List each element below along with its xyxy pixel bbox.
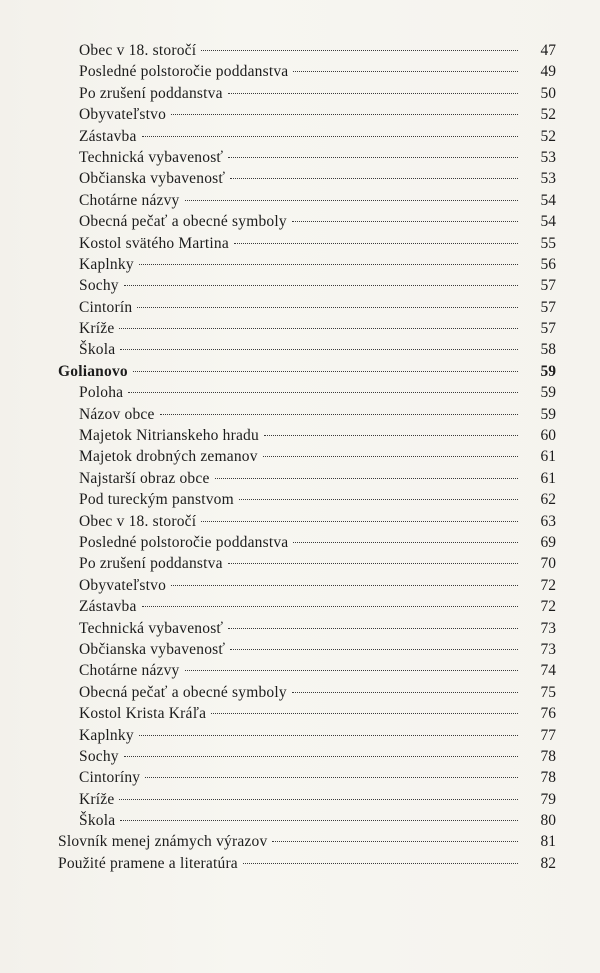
- toc-entry: [58, 767, 558, 788]
- toc-entry: [58, 532, 558, 553]
- toc-entry-title: Obec v 18. storočí: [79, 512, 197, 530]
- dot-leader: [171, 114, 518, 115]
- toc-entry: [58, 725, 558, 746]
- toc-entry: [58, 190, 558, 211]
- toc-entry-page-number: 76: [540, 705, 556, 723]
- toc-entry-page-number: 78: [540, 747, 556, 765]
- toc-entry-page-number: 60: [540, 427, 556, 445]
- toc-entry-page-number: 63: [540, 512, 556, 530]
- dot-leader: [228, 563, 518, 564]
- toc-entry-page-number: 56: [540, 255, 556, 273]
- dot-leader: [201, 50, 518, 51]
- dot-leader: [264, 435, 518, 436]
- dot-leader: [228, 93, 518, 94]
- toc-entry-page-number: 55: [540, 234, 556, 252]
- toc-entry: [58, 104, 558, 125]
- toc-entry: [58, 61, 558, 82]
- dot-leader: [120, 820, 518, 821]
- toc-entry: [58, 746, 558, 767]
- toc-entry-page-number: 79: [540, 790, 556, 808]
- toc-entry: [58, 404, 558, 425]
- dot-leader: [293, 71, 518, 72]
- dot-leader: [160, 414, 518, 415]
- toc-entry-page-number: 72: [540, 576, 556, 594]
- toc-entry-title: Zástavba: [79, 127, 137, 145]
- toc-entry-title: Názov obce: [79, 405, 155, 423]
- toc-entry-page-number: 49: [540, 63, 556, 81]
- toc-entry-title: Kaplnky: [79, 255, 134, 273]
- toc-entry-page-number: 58: [540, 341, 556, 359]
- toc-entry-page-number: 62: [540, 491, 556, 509]
- toc-entry-page-number: 73: [540, 619, 556, 637]
- toc-entry-page-number: 77: [540, 726, 556, 744]
- toc-entry: [58, 297, 558, 318]
- dot-leader: [185, 670, 519, 671]
- dot-leader: [185, 200, 519, 201]
- toc-entry-title: Kostol Krista Kráľa: [79, 705, 207, 723]
- toc-chapter-entry: [58, 831, 558, 852]
- toc-entry: [58, 425, 558, 446]
- toc-entry-title: Posledné polstoročie poddanstva: [79, 533, 289, 551]
- dot-leader: [292, 692, 518, 693]
- toc-entry-page-number: 54: [540, 213, 556, 231]
- toc-entry: [58, 703, 558, 724]
- toc-entry: [58, 575, 558, 596]
- toc-entry-title: Škola: [79, 341, 116, 359]
- toc-entry-title: Obecná pečať a obecné symboly: [79, 213, 287, 231]
- dot-leader: [230, 649, 518, 650]
- toc-entry: [58, 639, 558, 660]
- dot-leader: [228, 628, 518, 629]
- toc-entry: [58, 275, 558, 296]
- toc-entry: [58, 126, 558, 147]
- toc-entry-page-number: 73: [540, 640, 556, 658]
- toc-entry: [58, 254, 558, 275]
- toc-entry-title: Poloha: [79, 384, 124, 402]
- toc-entry-title: Kostol svätého Martina: [79, 234, 229, 252]
- toc-entry-page-number: 50: [540, 84, 556, 102]
- toc-entry-page-number: 59: [540, 362, 556, 380]
- dot-leader: [124, 285, 518, 286]
- dot-leader: [215, 478, 518, 479]
- toc-entry-title: Majetok drobných zemanov: [79, 448, 258, 466]
- toc-entry-title: Občianska vybavenosť: [79, 640, 226, 658]
- toc-entry: [58, 40, 558, 61]
- toc-entry: [58, 489, 558, 510]
- toc-entry: [58, 318, 558, 339]
- toc-entry-title: Kaplnky: [79, 726, 134, 744]
- toc-entry-title: Po zrušení poddanstva: [79, 555, 223, 573]
- dot-leader: [120, 349, 518, 350]
- toc-entry-title: Občianska vybavenosť: [79, 170, 226, 188]
- toc-chapter-entry: [58, 361, 558, 382]
- toc-entry-page-number: 78: [540, 769, 556, 787]
- toc-entry: [58, 168, 558, 189]
- dot-leader: [139, 735, 518, 736]
- dot-leader: [137, 307, 518, 308]
- toc-entry-page-number: 61: [540, 469, 556, 487]
- dot-leader: [293, 542, 518, 543]
- toc-entry-page-number: 52: [540, 106, 556, 124]
- toc-entry-page-number: 82: [540, 854, 556, 872]
- toc-entry-page-number: 57: [540, 320, 556, 338]
- toc-entry: [58, 211, 558, 232]
- toc-entry-title: Slovník menej známych výrazov: [58, 833, 268, 851]
- toc-entry-page-number: 70: [540, 555, 556, 573]
- toc-entry-title: Pod tureckým panstvom: [79, 491, 234, 509]
- toc-entry-title: Sochy: [79, 747, 119, 765]
- toc-entry: [58, 511, 558, 532]
- toc-chapter-entry: [58, 853, 558, 874]
- toc-entry-title: Použité pramene a literatúra: [58, 854, 238, 872]
- table-of-contents: [58, 40, 558, 874]
- toc-entry: [58, 382, 558, 403]
- dot-leader: [128, 392, 518, 393]
- toc-entry: [58, 446, 558, 467]
- toc-entry-title: Chotárne názvy: [79, 191, 180, 209]
- toc-entry-title: Najstarší obraz obce: [79, 469, 210, 487]
- toc-entry-page-number: 59: [540, 384, 556, 402]
- dot-leader: [292, 221, 518, 222]
- dot-leader: [142, 606, 518, 607]
- toc-entry: [58, 147, 558, 168]
- toc-entry-title: Obyvateľstvo: [79, 576, 167, 594]
- toc-entry-page-number: 57: [540, 298, 556, 316]
- toc-entry: [58, 596, 558, 617]
- toc-entry-page-number: 81: [540, 833, 556, 851]
- dot-leader: [145, 777, 518, 778]
- dot-leader: [119, 328, 518, 329]
- toc-entry: [58, 789, 558, 810]
- toc-entry-title: Po zrušení poddanstva: [79, 84, 223, 102]
- toc-entry-page-number: 72: [540, 598, 556, 616]
- toc-entry-title: Zástavba: [79, 598, 137, 616]
- toc-entry: [58, 810, 558, 831]
- toc-entry-page-number: 59: [540, 405, 556, 423]
- dot-leader: [230, 178, 518, 179]
- dot-leader: [228, 157, 518, 158]
- toc-entry-page-number: 75: [540, 683, 556, 701]
- toc-entry-title: Kríže: [79, 790, 115, 808]
- toc-entry-page-number: 74: [540, 662, 556, 680]
- toc-entry-page-number: 69: [540, 533, 556, 551]
- toc-entry-page-number: 57: [540, 277, 556, 295]
- toc-entry: [58, 83, 558, 104]
- dot-leader: [243, 863, 518, 864]
- toc-entry-page-number: 53: [540, 170, 556, 188]
- toc-entry: [58, 618, 558, 639]
- toc-entry-title: Posledné polstoročie poddanstva: [79, 63, 289, 81]
- dot-leader: [133, 371, 518, 372]
- toc-entry-page-number: 61: [540, 448, 556, 466]
- toc-entry: [58, 468, 558, 489]
- toc-entry-title: Obecná pečať a obecné symboly: [79, 683, 287, 701]
- dot-leader: [234, 243, 518, 244]
- toc-entry-title: Cintorín: [79, 298, 133, 316]
- toc-entry: [58, 233, 558, 254]
- toc-entry: [58, 339, 558, 360]
- toc-entry-page-number: 80: [540, 812, 556, 830]
- toc-entry-title: Technická vybavenosť: [79, 148, 224, 166]
- toc-entry-title: Kríže: [79, 320, 115, 338]
- dot-leader: [139, 264, 518, 265]
- toc-entry-title: Majetok Nitrianskeho hradu: [79, 427, 259, 445]
- toc-entry-title: Cintoríny: [79, 769, 141, 787]
- toc-entry-title: Sochy: [79, 277, 119, 295]
- dot-leader: [263, 456, 518, 457]
- toc-entry-title: Chotárne názvy: [79, 662, 180, 680]
- toc-entry-title: Technická vybavenosť: [79, 619, 224, 637]
- toc-entry-title: Obec v 18. storočí: [79, 42, 197, 59]
- dot-leader: [211, 713, 518, 714]
- toc-entry-title: Škola: [79, 812, 116, 830]
- toc-entry-page-number: 53: [540, 148, 556, 166]
- dot-leader: [239, 499, 518, 500]
- dot-leader: [171, 585, 518, 586]
- toc-entry-title: Golianovo: [58, 362, 128, 380]
- toc-entry-page-number: 54: [540, 191, 556, 209]
- toc-entry-title: Obyvateľstvo: [79, 106, 167, 124]
- dot-leader: [124, 756, 518, 757]
- toc-entry-page-number: 52: [540, 127, 556, 145]
- toc-entry: [58, 660, 558, 681]
- dot-leader: [142, 136, 518, 137]
- dot-leader: [201, 521, 518, 522]
- toc-entry: [58, 682, 558, 703]
- dot-leader: [119, 799, 518, 800]
- dot-leader: [272, 841, 518, 842]
- toc-entry-page-number: 47: [540, 42, 556, 59]
- toc-entry: [58, 553, 558, 574]
